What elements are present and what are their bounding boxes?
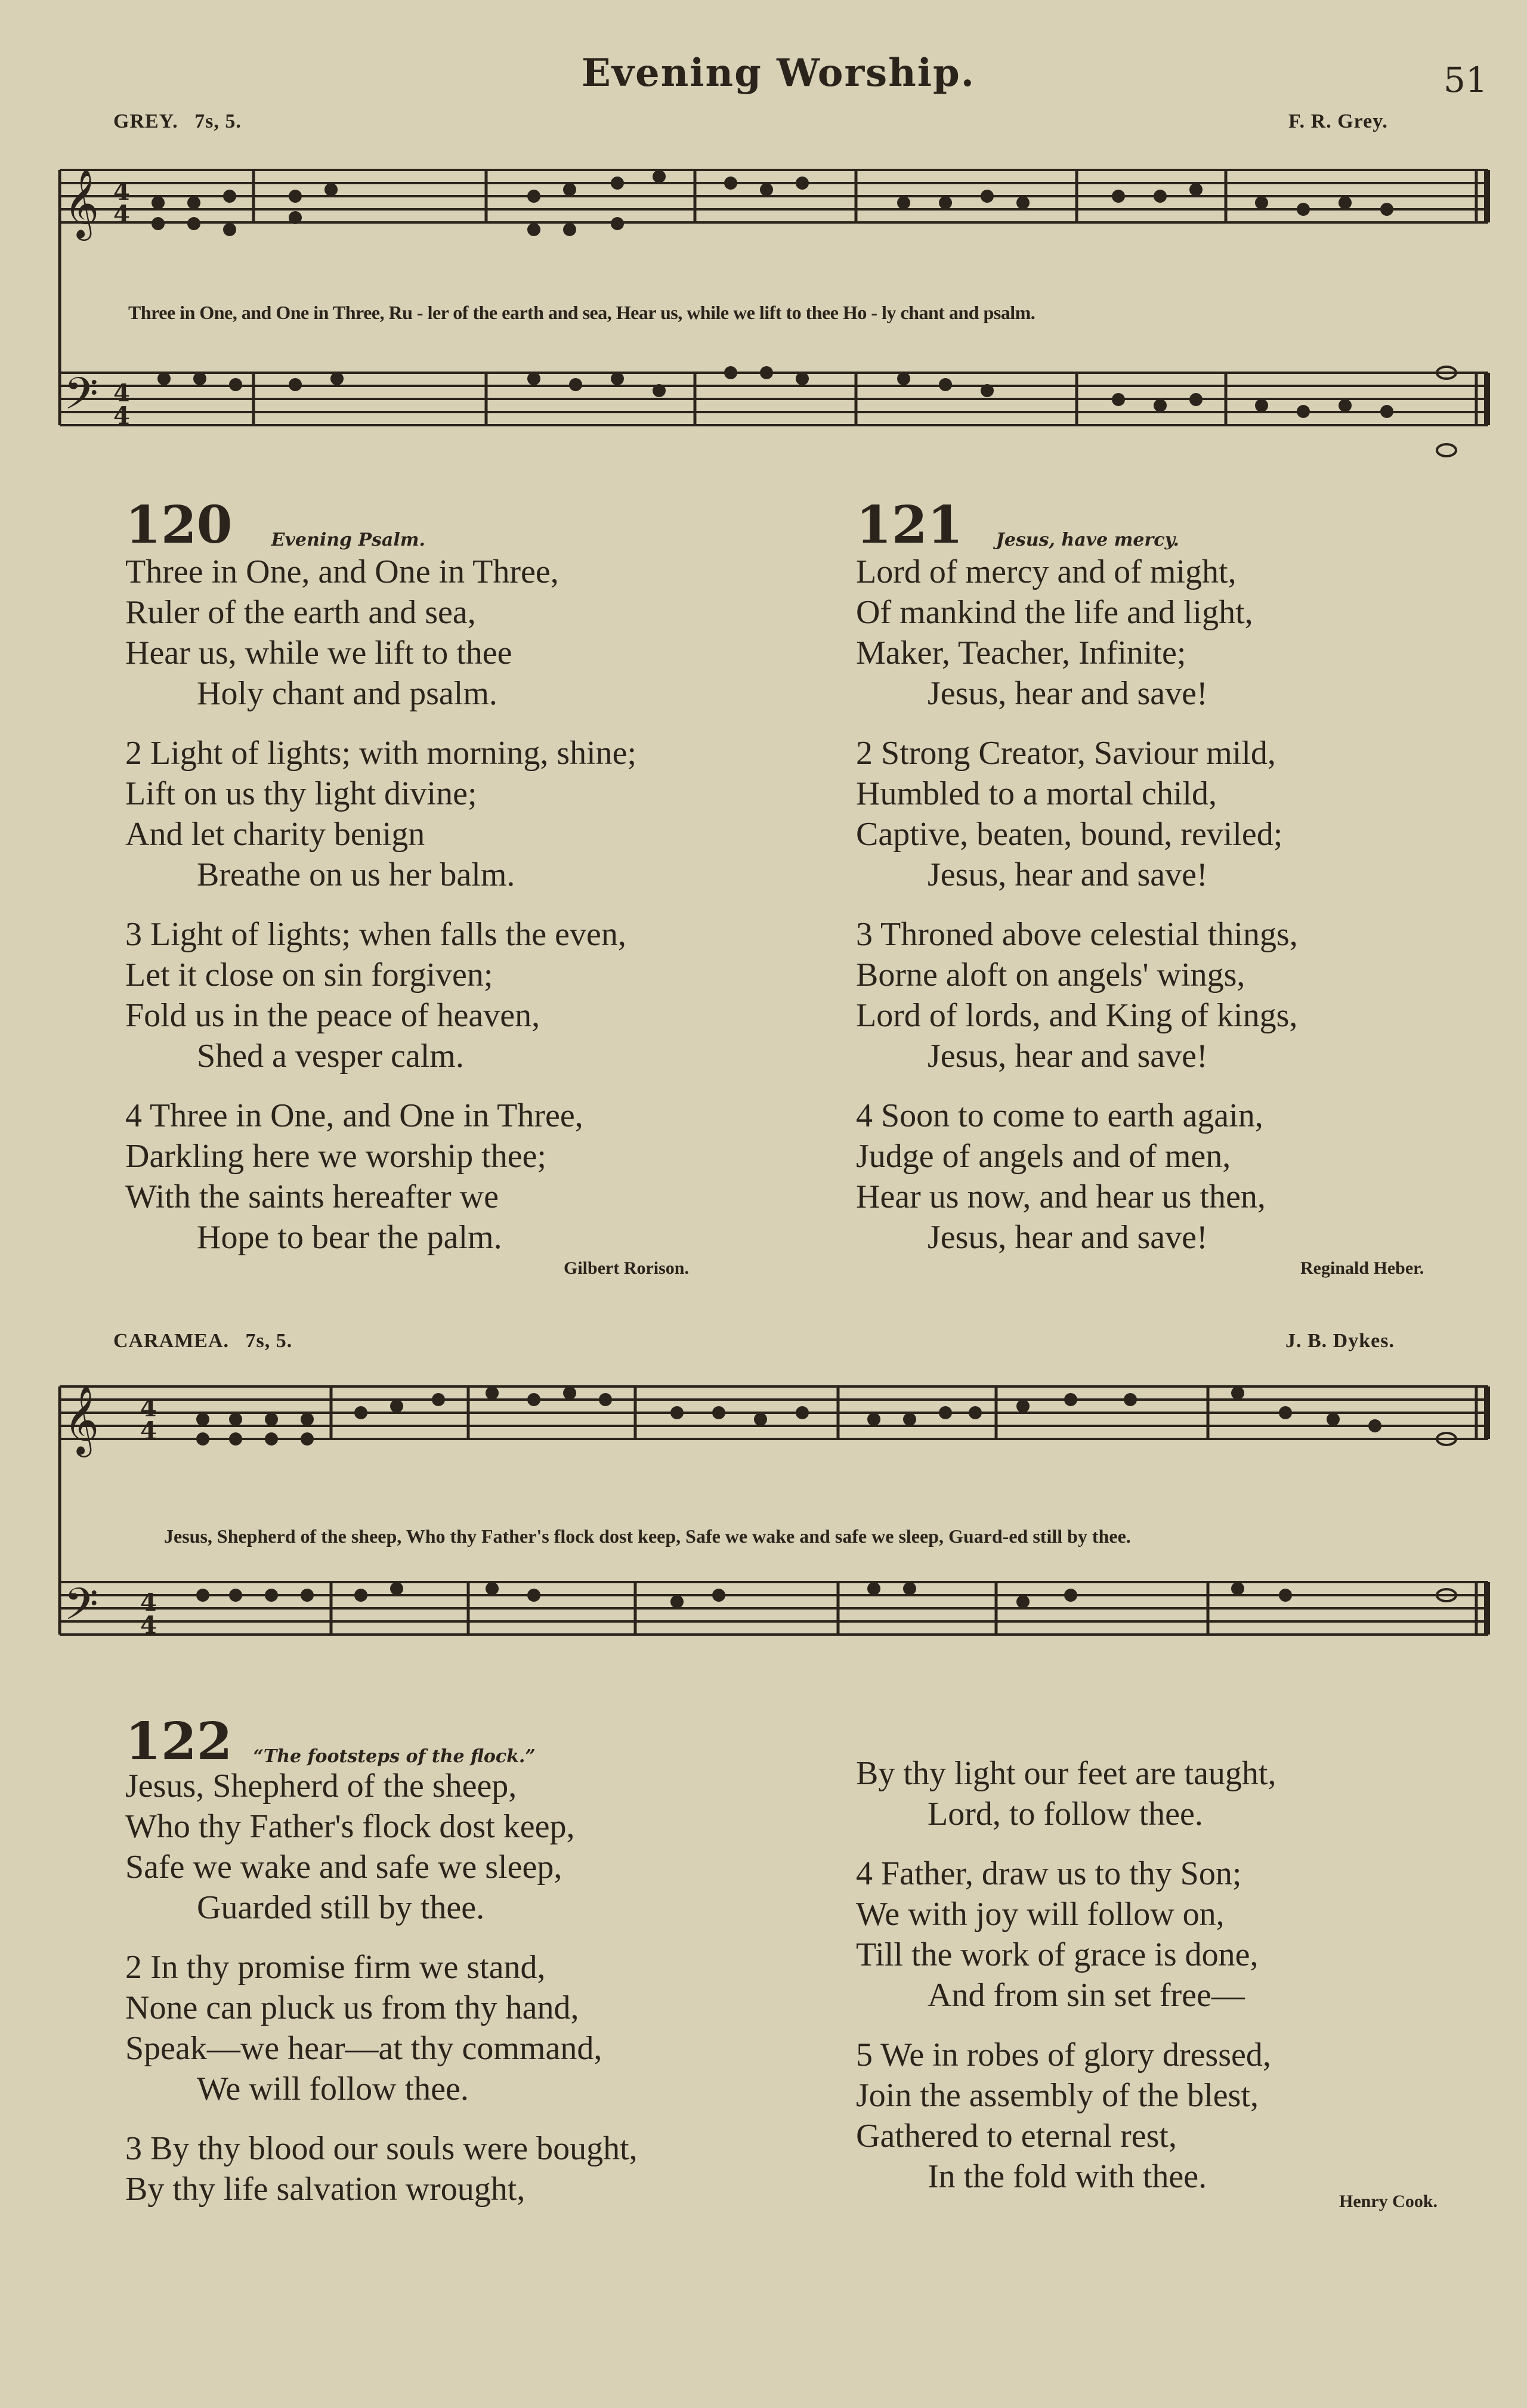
verse-line: 2 In thy promise firm we stand, <box>125 1949 546 1986</box>
hymn-122 <box>125 1711 638 2229</box>
hymn-122-verses-left <box>125 1766 638 2209</box>
hymn-120-stanza-1 <box>125 552 636 714</box>
verse-line: Hear us now, and hear us then, <box>856 1178 1266 1215</box>
verse-line: None can pluck us from thy hand, <box>125 1989 579 2026</box>
verse-line: Judge of angels and of men, <box>856 1138 1231 1175</box>
svg-text:4: 4 <box>140 1394 157 1422</box>
hymn-121-heading <box>856 495 1298 555</box>
svg-text:4: 4 <box>140 1611 157 1639</box>
verse-line: Lord of mercy and of might, <box>856 553 1237 590</box>
verse-line: Speak—we hear—at thy command, <box>125 2030 602 2067</box>
verse-line: 2 Strong Creator, Saviour mild, <box>856 735 1276 772</box>
verse-line: Three in One, and One in Three, <box>125 553 559 590</box>
verse-line: Join the assembly of the blest, <box>856 2077 1259 2114</box>
verse-line: Captive, beaten, bound, reviled; <box>856 816 1283 853</box>
verse-line: And from sin set free— <box>928 1977 1245 2014</box>
svg-text:𝄢: 𝄢 <box>64 368 98 431</box>
hymn-122-title: “The footsteps of the flock.” <box>253 1746 536 1767</box>
tune1-name <box>113 110 242 133</box>
verse-line: Safe we wake and safe we sleep, <box>125 1849 562 1886</box>
verse-line: Borne aloft on angels' wings, <box>856 957 1245 993</box>
verse-line: Ruler of the earth and sea, <box>125 594 476 631</box>
verse-line: Lord of lords, and King of kings, <box>856 997 1298 1034</box>
verse-line: 3 By thy blood our souls were bought, <box>125 2130 638 2167</box>
svg-text:4: 4 <box>140 1417 157 1445</box>
tune2-title: CARAMEA. <box>113 1330 230 1352</box>
tune1-treble-staff <box>60 170 1488 222</box>
verse-line: Maker, Teacher, Infinite; <box>856 635 1186 671</box>
tune1-meter: 7s, 5. <box>194 110 242 132</box>
tune1-composer: F. R. Grey. <box>1288 110 1388 132</box>
hymn-121-verses <box>856 552 1298 1258</box>
tune2-composer: J. B. Dykes. <box>1285 1330 1395 1352</box>
svg-text:𝄢: 𝄢 <box>64 1578 98 1641</box>
verse-line: Till the work of grace is done, <box>856 1936 1259 1973</box>
verse-line: Breathe on us her balm. <box>197 856 515 893</box>
verse-line: Of mankind the life and light, <box>856 594 1253 631</box>
svg-text:𝄞: 𝄞 <box>64 1385 100 1454</box>
tune2-music-score <box>57 1357 1500 1697</box>
svg-text:4: 4 <box>113 200 130 228</box>
hymn-120 <box>125 495 636 1277</box>
verse-line: Hear us, while we lift to thee <box>125 635 512 671</box>
hymn-121-stanza-2 <box>856 733 1298 895</box>
hymn-122-stanza-2 <box>125 1947 638 2109</box>
tune2-treble-staff <box>60 1386 1488 1439</box>
svg-text:𝄞: 𝄞 <box>64 168 100 238</box>
svg-text:4: 4 <box>113 379 130 407</box>
hymn-121-author: Reginald Heber. <box>1300 1258 1424 1278</box>
verse-line: 3 Light of lights; when falls the even, <box>125 916 626 953</box>
hymn-120-stanza-4 <box>125 1095 636 1258</box>
verse-line: Jesus, Shepherd of the sheep, <box>125 1768 517 1805</box>
tune1-clefs <box>64 168 130 431</box>
tune2-clefs <box>64 1385 157 1641</box>
verse-line: Who thy Father's flock dost keep, <box>125 1808 575 1845</box>
verse-line: Humbled to a mortal child, <box>856 775 1217 812</box>
svg-text:4: 4 <box>113 178 130 206</box>
verse-line: By thy light our feet are taught, <box>856 1755 1276 1792</box>
verse-line: 4 Father, draw us to thy Son; <box>856 1855 1242 1892</box>
verse-line: Shed a vesper calm. <box>197 1038 464 1075</box>
verse-line: Jesus, hear and save! <box>928 856 1208 893</box>
hymn-122-heading <box>125 1711 638 1772</box>
hymn-120-number: 120 <box>125 495 233 555</box>
verse-line: Lord, to follow thee. <box>928 1796 1203 1833</box>
hymn-120-stanza-2 <box>125 733 636 895</box>
verse-line: Jesus, hear and save! <box>928 1219 1208 1256</box>
hymn-122-author: Henry Cook. <box>1339 2192 1438 2211</box>
verse-line: Jesus, hear and save! <box>928 1038 1208 1075</box>
tune2-underlay: Jesus, Shepherd of the sheep, Who thy Father's flock dost keep, Safe we wake and safe we sleep, Guard-ed still by thee. <box>164 1525 1131 1547</box>
verse-line: With the saints hereafter we <box>125 1178 499 1215</box>
hymn-121-title: Jesus, have mercy. <box>996 530 1179 550</box>
hymn-121-stanza-1 <box>856 552 1298 714</box>
svg-text:4: 4 <box>140 1589 157 1617</box>
tune2-name <box>113 1330 292 1352</box>
verse-line: 4 Three in One, and One in Three, <box>125 1097 583 1134</box>
verse-line: We will follow thee. <box>197 2070 469 2107</box>
verse-line: Let it close on sin forgiven; <box>125 957 493 993</box>
verse-line: Guarded still by thee. <box>197 1889 485 1926</box>
verse-line: 3 Throned above celestial things, <box>856 916 1298 953</box>
verse-line: Fold us in the peace of heaven, <box>125 997 540 1034</box>
hymn-121-number: 121 <box>856 495 963 555</box>
verse-line: By thy life salvation wrought, <box>125 2171 526 2208</box>
verse-line: 2 Light of lights; with morning, shine; <box>125 735 637 772</box>
verse-line: In the fold with thee. <box>928 2158 1207 2195</box>
hymn-121-stanza-3 <box>856 914 1298 1076</box>
page-number: 51 <box>1443 60 1488 100</box>
hymn-121 <box>856 495 1298 1277</box>
verse-line: We with joy will follow on, <box>856 1896 1225 1933</box>
hymn-120-title: Evening Psalm. <box>271 530 425 550</box>
hymn-122-stanza-3-start <box>125 2128 638 2209</box>
hymn-121-stanza-4 <box>856 1095 1298 1258</box>
verse-line: Gathered to eternal rest, <box>856 2118 1177 2155</box>
tune2-notes <box>196 1386 1456 1608</box>
tune1-underlay: Three in One, and One in Three, Ru - ler of the earth and sea, Hear us, while we lift to thee Ho - ly chant and psalm. <box>128 302 1035 323</box>
hymn-122-stanza-5 <box>856 2035 1276 2197</box>
tune1-bass-staff <box>60 373 1488 425</box>
hymn-120-stanza-3 <box>125 914 636 1076</box>
verse-line: Lift on us thy light divine; <box>125 775 477 812</box>
hymn-122-stanza-4 <box>856 1853 1276 2016</box>
svg-text:4: 4 <box>113 402 130 430</box>
tune1-title: GREY. <box>113 110 178 132</box>
verse-line: 4 Soon to come to earth again, <box>856 1097 1263 1134</box>
tune2-meter: 7s, 5. <box>245 1330 293 1352</box>
hymn-120-author: Gilbert Rorison. <box>564 1258 689 1278</box>
verse-line: And let charity benign <box>125 816 425 853</box>
hymn-122-number: 122 <box>125 1711 233 1772</box>
verse-line: Holy chant and psalm. <box>197 675 497 712</box>
verse-line: Jesus, hear and save! <box>928 675 1208 712</box>
verse-line: 5 We in robes of glory dressed, <box>856 2036 1271 2073</box>
hymn-120-heading <box>125 495 636 555</box>
verse-line: Darkling here we worship thee; <box>125 1138 546 1175</box>
page-header: Evening Worship. <box>582 51 976 95</box>
hymn-120-verses <box>125 552 636 1258</box>
hymn-122-stanza-1 <box>125 1766 638 1928</box>
hymn-122-stanza-3-end <box>856 1753 1276 1834</box>
tune1-music-score <box>57 134 1500 498</box>
hymn-122-verses-right <box>856 1753 1276 2216</box>
verse-line: Hope to bear the palm. <box>197 1219 502 1256</box>
